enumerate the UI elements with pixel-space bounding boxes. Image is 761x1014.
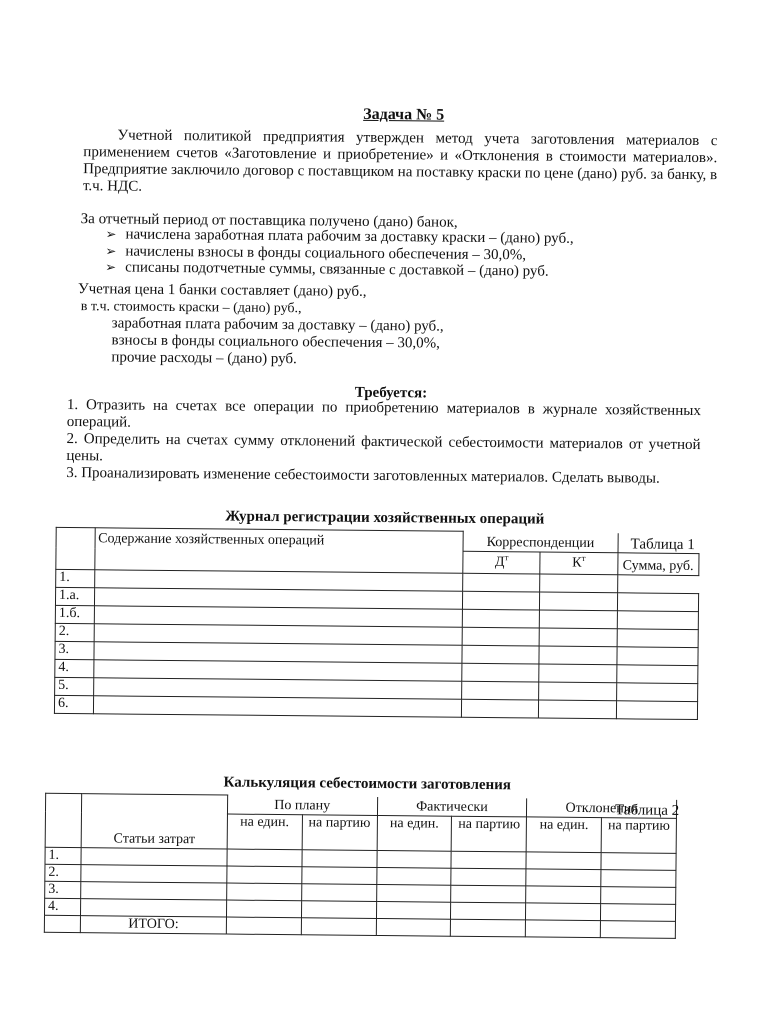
requirement-item: 3. Проанализировать изменение себестоимости заготовленных материалов. Сделать выводы. xyxy=(66,464,660,487)
sum-cell[interactable] xyxy=(617,611,699,630)
header-correspondence: Корреспонденции xyxy=(463,531,617,552)
plan-batch-cell[interactable] xyxy=(301,883,376,901)
header-plan-per-unit: на един. xyxy=(227,814,302,850)
intro-paragraph: Учетной политикой предприятия утвержден метод учета заготовления материалов с применением счетов «Заготовление и приобретение» и «Отклонения в стоимости материалов». Предприятие заключило договор с поставщиком на поставку краски по цене (дано) руб. за банку, в т.ч. НДС. xyxy=(82,127,718,195)
debit-cell[interactable] xyxy=(463,591,540,610)
table1-title: Журнал регистрации хозяйственных операций xyxy=(225,508,545,528)
row-number: 1. xyxy=(56,569,95,587)
price-line: прочие расходы – (дано) руб. xyxy=(111,349,297,368)
period-line: За отчетный период от поставщика получено (дано) банок, xyxy=(80,211,458,231)
actual-batch-cell[interactable] xyxy=(451,902,526,920)
header-deviation-per-batch: на партию xyxy=(601,817,676,853)
actual-unit-cell[interactable] xyxy=(376,867,451,885)
bullet-text: начислены взносы в фонды социального обеспечения – 30,0%, xyxy=(125,243,527,263)
sum-cell[interactable] xyxy=(616,701,698,720)
header-sum: Сумма, руб. xyxy=(617,553,699,576)
actual-batch-cell[interactable] xyxy=(451,851,526,869)
actual-unit-cell[interactable] xyxy=(376,884,451,902)
sum-cell[interactable] xyxy=(617,629,699,648)
row-number: 6. xyxy=(54,695,93,713)
list-item xyxy=(105,259,573,280)
plan-batch-cell[interactable] xyxy=(302,849,377,867)
bullet-text: списаны подотчетные суммы, связанные с доставкой – (дано) руб. xyxy=(125,259,549,280)
cost-item-cell[interactable] xyxy=(81,898,227,916)
header-debit xyxy=(463,551,540,574)
debit-cell[interactable] xyxy=(462,645,539,664)
credit-cell[interactable] xyxy=(540,610,617,629)
total-num-cell xyxy=(44,915,81,932)
header-credit xyxy=(540,552,617,575)
plan-batch-cell[interactable] xyxy=(301,866,376,884)
requirements-title: Требуется: xyxy=(354,384,428,402)
requirements-list xyxy=(66,397,701,488)
requirement-item: 2. Определить на счетах сумму отклонений фактической себестоимости материалов от учетной цены. xyxy=(66,430,701,465)
task-title: Задача № 5 xyxy=(363,105,445,124)
actual-unit-cell[interactable] xyxy=(376,850,451,868)
cost-item-cell[interactable] xyxy=(81,864,227,882)
cost-rows xyxy=(45,847,677,921)
credit-sup: т xyxy=(581,552,586,563)
deviation-batch-cell[interactable] xyxy=(601,903,676,921)
total-cell[interactable] xyxy=(226,917,301,935)
arrow-bullet-icon: ➢ xyxy=(105,242,117,258)
total-cell[interactable] xyxy=(600,920,675,938)
table2-caption: Таблица 2 xyxy=(614,802,680,819)
row-number: 1.б. xyxy=(55,605,94,623)
credit-cell[interactable] xyxy=(540,574,617,593)
bullet-text: начислена заработная плата рабочим за доставку краски – (дано) руб., xyxy=(125,226,574,247)
header-deviation: Отклонения xyxy=(527,798,677,818)
arrow-bullet-icon: ➢ xyxy=(105,226,117,242)
header-plan: По плану xyxy=(227,795,377,815)
deviation-batch-cell[interactable] xyxy=(601,886,676,904)
credit-cell[interactable] xyxy=(539,682,616,701)
plan-unit-cell[interactable] xyxy=(227,849,302,867)
price-line: Учетная цена 1 банки составляет (дано) руб., xyxy=(77,281,367,300)
header-cost-items: Статьи затрат xyxy=(82,794,228,849)
sum-cell[interactable] xyxy=(616,647,698,666)
operations-list xyxy=(105,226,574,280)
price-line: заработная плата рабочим за доставку – (дано) руб., xyxy=(111,315,444,335)
header-content xyxy=(94,528,463,574)
arrow-bullet-icon: ➢ xyxy=(105,259,117,275)
plan-unit-cell[interactable] xyxy=(226,883,301,901)
row-number: 4. xyxy=(45,898,82,915)
total-cell[interactable] xyxy=(451,919,526,937)
debit-sup: т xyxy=(504,552,509,563)
credit-cell[interactable] xyxy=(539,664,616,683)
total-cell[interactable] xyxy=(376,918,451,936)
debit-cell[interactable] xyxy=(462,699,539,718)
debit-cell[interactable] xyxy=(462,663,539,682)
sum-cell[interactable] xyxy=(616,683,698,702)
row-number: 5. xyxy=(55,677,94,695)
accounting-price-block xyxy=(77,281,444,370)
total-cell[interactable] xyxy=(526,919,601,937)
deviation-batch-cell[interactable] xyxy=(601,869,676,887)
debit-label: Д xyxy=(494,554,505,570)
row-number: 1. xyxy=(45,847,82,864)
journal-rows xyxy=(54,569,698,719)
deviation-unit-cell[interactable] xyxy=(526,868,601,886)
plan-unit-cell[interactable] xyxy=(227,866,302,884)
debit-cell[interactable] xyxy=(463,573,540,592)
operation-content-cell[interactable] xyxy=(93,696,462,718)
header-actual-per-unit: на един. xyxy=(377,815,452,851)
header-actual-per-batch: на партию xyxy=(452,816,527,852)
header-num-cell xyxy=(56,527,95,569)
header-num-cell xyxy=(45,793,82,847)
debit-cell[interactable] xyxy=(463,609,540,628)
sum-cell[interactable] xyxy=(617,593,699,612)
credit-cell[interactable] xyxy=(539,700,616,719)
deviation-batch-cell[interactable] xyxy=(601,852,676,870)
credit-cell[interactable] xyxy=(539,628,616,647)
price-line: взносы в фонды социального обеспечения – 30,0%, xyxy=(111,332,440,352)
plan-unit-cell[interactable] xyxy=(226,900,301,918)
deviation-unit-cell[interactable] xyxy=(526,885,601,903)
actual-batch-cell[interactable] xyxy=(451,868,526,886)
header-actual: Фактически xyxy=(377,796,527,816)
plan-batch-cell[interactable] xyxy=(301,900,376,918)
row-number: 3. xyxy=(45,881,82,898)
sum-cell[interactable] xyxy=(616,665,698,684)
journal-table xyxy=(54,527,700,720)
requirement-item: 1. Отразить на счетах все операции по приобретению материалов в журнале хозяйственных операций. xyxy=(66,396,701,431)
credit-cell[interactable] xyxy=(539,646,616,665)
table2-title: Калькуляция себестоимости заготовления xyxy=(223,774,512,794)
row-number: 1.а. xyxy=(55,587,94,605)
deviation-unit-cell[interactable] xyxy=(526,902,601,920)
table1-caption: Таблица 1 xyxy=(630,536,695,554)
credit-label: К xyxy=(572,555,582,571)
header-plan-per-batch: на партию xyxy=(302,814,377,850)
total-label: ИТОГО: xyxy=(81,915,227,933)
actual-unit-cell[interactable] xyxy=(376,901,451,919)
cost-item-cell[interactable] xyxy=(81,847,227,865)
header-content-label: Содержание хозяйственных операций xyxy=(98,531,325,549)
row-number: 2. xyxy=(55,623,94,641)
debit-cell[interactable] xyxy=(462,627,539,646)
debit-cell[interactable] xyxy=(462,681,539,700)
price-line: в т.ч. стоимость краски – (дано) руб., xyxy=(80,299,302,317)
row-number: 3. xyxy=(55,641,94,659)
header-deviation-per-unit: на един. xyxy=(526,816,601,852)
deviation-unit-cell[interactable] xyxy=(526,851,601,869)
actual-batch-cell[interactable] xyxy=(451,885,526,903)
credit-cell[interactable] xyxy=(540,592,617,611)
row-number: 4. xyxy=(55,659,94,677)
row-number: 2. xyxy=(45,864,82,881)
cost-item-cell[interactable] xyxy=(81,881,227,899)
total-cell[interactable] xyxy=(301,917,376,935)
cost-calculation-table xyxy=(44,793,680,939)
